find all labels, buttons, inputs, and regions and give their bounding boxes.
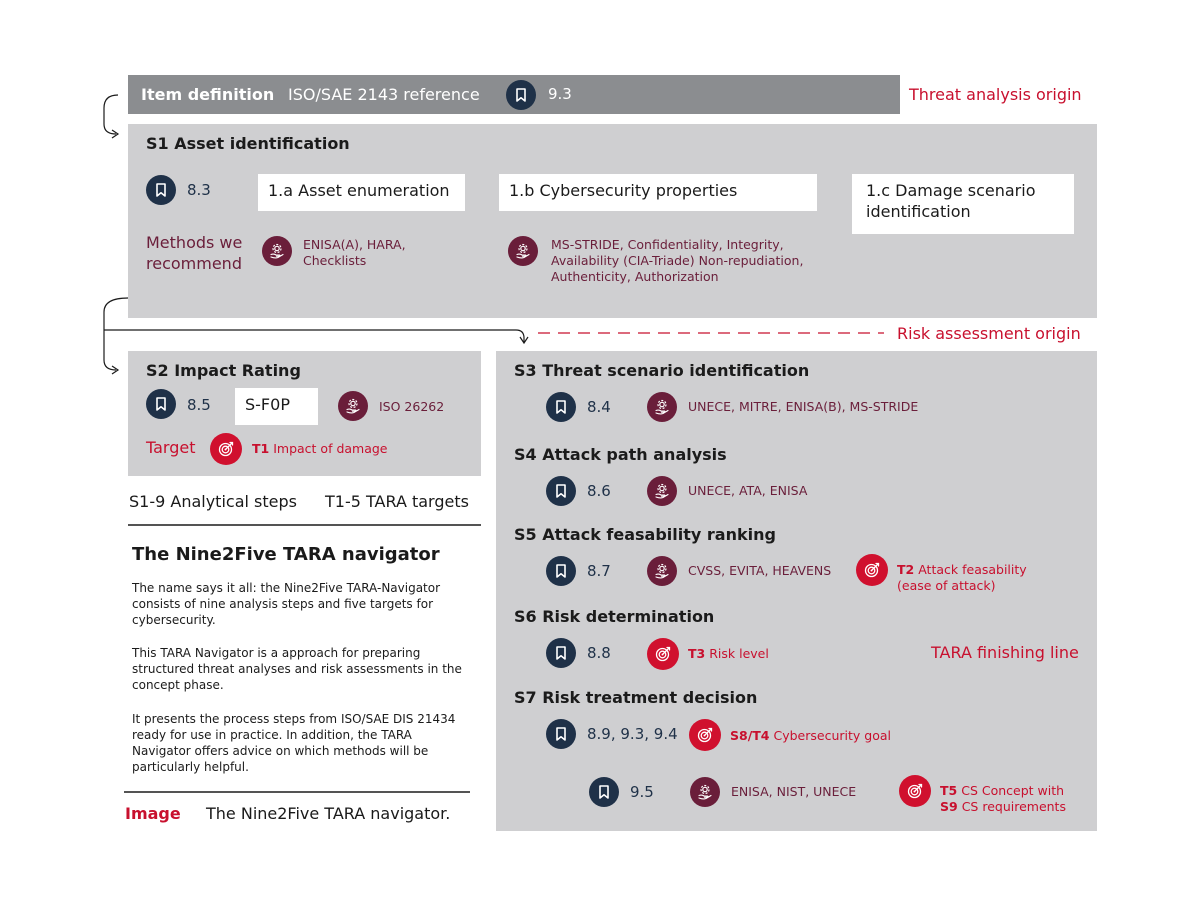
tara-finishing-line: TARA finishing line — [931, 643, 1079, 662]
s2-title: S2 Impact Rating — [146, 361, 301, 380]
s2-ref: 8.5 — [187, 396, 211, 414]
s9-text: CS requirements — [961, 799, 1066, 814]
s2-method: ISO 26262 — [379, 399, 445, 414]
target-icon — [899, 775, 931, 807]
s7-ref: 8.9, 9.3, 9.4 — [587, 725, 678, 743]
bookmark-icon — [546, 476, 576, 506]
t5-text: CS Concept with — [961, 783, 1065, 798]
threat-analysis-origin: Threat analysis origin — [909, 85, 1082, 104]
bookmark-icon — [146, 389, 176, 419]
t4-text: Cybersecurity goal — [773, 728, 891, 743]
bookmark-icon — [546, 392, 576, 422]
t1-target — [252, 441, 388, 457]
t5-code: T5 — [940, 783, 958, 798]
methods-label: Methods we recommend — [146, 233, 243, 273]
t2-target — [897, 562, 1027, 594]
target-icon — [689, 719, 721, 751]
method-icon — [262, 236, 292, 266]
s5-ref: 8.7 — [587, 562, 611, 580]
method-icon — [647, 392, 677, 422]
method-icon — [508, 236, 538, 266]
t2-code: T2 — [897, 562, 915, 577]
method-icon — [338, 391, 368, 421]
t4-code: S8/T4 — [730, 728, 770, 743]
s1-ref: 8.3 — [187, 181, 211, 199]
s5-methods: CVSS, EVITA, HEAVENS — [688, 563, 832, 578]
s1-title: S1 Asset identification — [146, 134, 350, 153]
t2-text-2: (ease of attack) — [897, 578, 996, 593]
navigator-paragraph-3: It presents the process steps from ISO/SAE DIS 21434 ready for use in practice. In addition, the TARA Navigator offers advice on which methods will be particularly helpful. — [132, 712, 456, 774]
t3-code: T3 — [688, 646, 706, 661]
t5-target — [940, 783, 1066, 815]
target-icon — [210, 433, 242, 465]
bookmark-icon — [546, 638, 576, 668]
t4-target — [730, 728, 891, 744]
caption-text: The Nine2Five TARA navigator. — [206, 804, 451, 823]
navigator-paragraph-1: The name says it all: the Nine2Five TARA-Navigator consists of nine analysis steps and five targets for cybersecurity. — [132, 581, 441, 627]
s4-ref: 8.6 — [587, 482, 611, 500]
s6-title: S6 Risk determination — [514, 607, 715, 626]
bookmark-icon — [146, 175, 176, 205]
cybersecurity-properties-box: 1.b Cybersecurity properties — [499, 174, 817, 211]
s3-title: S3 Threat scenario identification — [514, 361, 810, 380]
t3-target — [688, 646, 769, 662]
s7-ref-2: 9.5 — [630, 783, 654, 801]
caption-label: Image — [125, 804, 181, 823]
bookmark-icon — [546, 719, 576, 749]
header-ref-number: 9.3 — [548, 85, 572, 103]
s1-methods-a: ENISA(A), HARA, Checklists — [303, 237, 406, 268]
navigator-paragraph-2: This TARA Navigator is a approach for preparing structured threat analyses and risk assessments in the concept phase. — [132, 646, 462, 692]
bookmark-icon — [589, 777, 619, 807]
s5-title: S5 Attack feasability ranking — [514, 525, 776, 544]
legend-steps: S1-9 Analytical steps — [129, 492, 297, 511]
legend-targets: T1-5 TARA targets — [325, 492, 469, 511]
navigator-title: The Nine2Five TARA navigator — [132, 544, 440, 565]
target-icon — [856, 554, 888, 586]
iso-reference-label: ISO/SAE 2143 reference — [288, 85, 480, 104]
t1-code: T1 — [252, 441, 270, 456]
method-icon — [647, 556, 677, 586]
item-definition-label: Item definition — [141, 85, 275, 104]
method-icon — [647, 476, 677, 506]
t2-text: Attack feasability — [918, 562, 1027, 577]
method-icon — [690, 777, 720, 807]
risk-assessment-origin: Risk assessment origin — [897, 324, 1081, 343]
s2-rating-box: S-F0P — [235, 388, 318, 425]
s7-title: S7 Risk treatment decision — [514, 688, 758, 707]
target-label: Target — [146, 438, 196, 457]
s7-methods-2: ENISA, NIST, UNECE — [731, 784, 857, 799]
s1-methods-b: MS-STRIDE, Confidentiality, Integrity, Availability (CIA-Triade) Non-repudiation, Authenticity, Authorization — [551, 237, 804, 284]
s3-ref: 8.4 — [587, 398, 611, 416]
s4-methods: UNECE, ATA, ENISA — [688, 483, 808, 498]
t1-text: Impact of damage — [273, 441, 388, 456]
s3-methods: UNECE, MITRE, ENISA(B), MS-STRIDE — [688, 399, 919, 414]
target-icon — [647, 638, 679, 670]
t3-text: Risk level — [709, 646, 769, 661]
s4-title: S4 Attack path analysis — [514, 445, 727, 464]
s6-ref: 8.8 — [587, 644, 611, 662]
damage-scenario-box: 1.c Damage scenario identification — [852, 174, 1074, 234]
s9-code: S9 — [940, 799, 958, 814]
bookmark-icon — [546, 556, 576, 586]
bookmark-icon — [506, 80, 536, 110]
asset-enumeration-box: 1.a Asset enumeration — [258, 174, 465, 211]
